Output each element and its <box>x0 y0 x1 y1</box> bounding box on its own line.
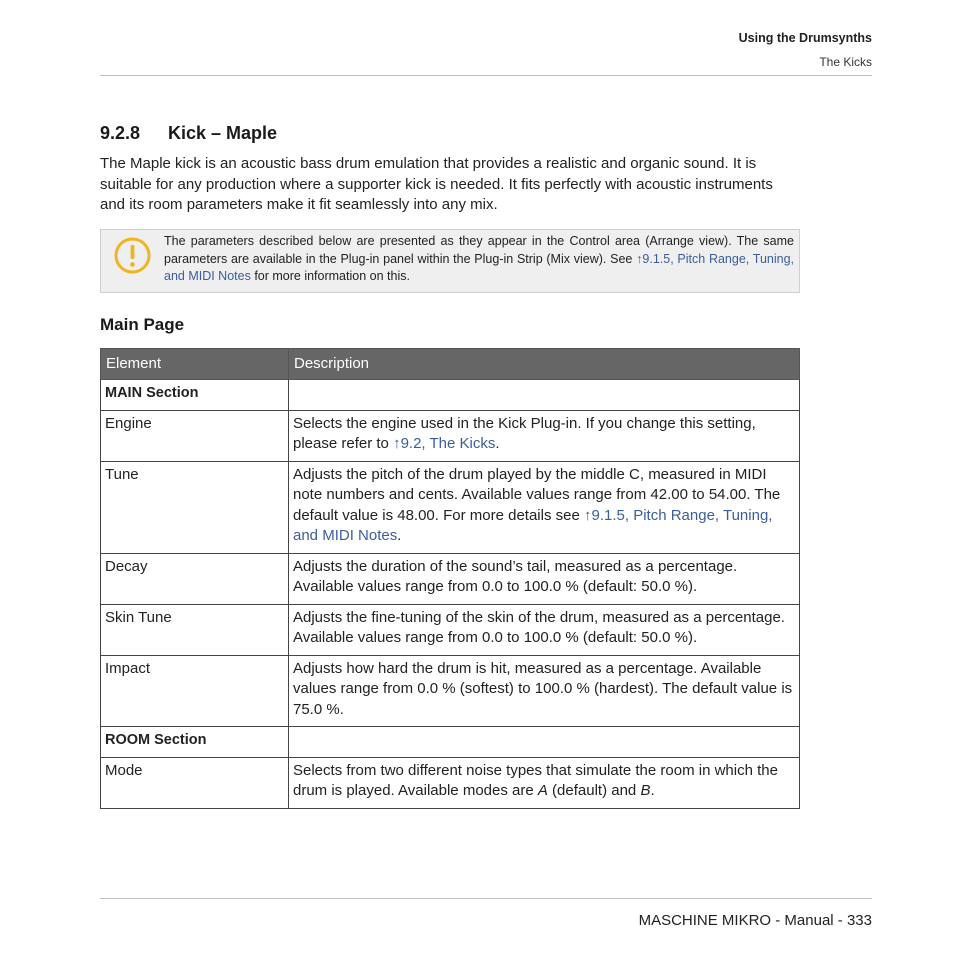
note-text-end: for more information on this. <box>250 269 410 283</box>
param-name-impact: Impact <box>101 655 289 727</box>
mode-a-label: A <box>537 782 548 799</box>
param-desc-mode <box>289 757 800 808</box>
header-divider <box>100 75 872 76</box>
table-row-impact <box>101 655 800 727</box>
empty-cell <box>289 380 800 411</box>
param-desc-decay: Adjusts the duration of the sound’s tail, measured as a percentage. Available values range from 0.0 to 100.0 % (default: 50.0 %). <box>289 553 800 604</box>
column-header-description: Description <box>289 349 800 380</box>
table-row-skin-tune <box>101 604 800 655</box>
mode-b-label: B <box>640 782 651 799</box>
table-row-main-section <box>101 380 800 411</box>
param-name-mode: Mode <box>101 757 289 808</box>
table-row-decay <box>101 553 800 604</box>
note-text <box>164 233 794 286</box>
engine-cross-reference-link[interactable]: ↑9.2, The Kicks <box>393 435 496 452</box>
parameter-table <box>100 348 800 809</box>
param-desc-impact: Adjusts how hard the drum is hit, measured as a percentage. Available values range from 0.0 % (softest) to 100.0 % (hardest). The default value is 75.0 %. <box>289 655 800 727</box>
param-desc-text: Selects from two different noise types that simulate the room in which the drum is played. Available modes are <box>293 761 778 799</box>
param-desc-text: Adjusts the pitch of the drum played by the middle C, measured in MIDI note numbers and cents. Available values range from 42.00 to 54.00. The default value is 48.00. For more details see <box>293 465 781 524</box>
param-desc-skin-tune: Adjusts the fine-tuning of the skin of the drum, measured as a percentage. Available values range from 0.0 to 100.0 % (default: 50.0 %). <box>289 604 800 655</box>
param-name-engine: Engine <box>101 410 289 461</box>
section-title: Kick – Maple <box>168 123 278 143</box>
param-desc-text-end: . <box>495 435 500 452</box>
param-name-decay: Decay <box>101 553 289 604</box>
footer-divider <box>100 898 872 899</box>
param-desc-text-end: . <box>650 782 655 799</box>
note-text-start: The parameters described below are presented as they appear in the Control area (Arrange view). The same parameters are available in the Plug-in panel within the Plug-in Strip (Mix view). See <box>164 234 794 266</box>
table-row-mode <box>101 757 800 808</box>
param-name-skin-tune: Skin Tune <box>101 604 289 655</box>
running-header-chapter: Using the Drumsynths <box>738 31 872 45</box>
param-desc-text-end: . <box>397 527 402 544</box>
param-name-tune: Tune <box>101 461 289 553</box>
column-header-element: Element <box>101 349 289 380</box>
empty-cell <box>289 727 800 758</box>
tune-cross-reference-link[interactable]: ↑9.1.5, Pitch Range, Tuning, and MIDI Notes <box>293 506 773 544</box>
param-desc-tune <box>289 461 800 553</box>
intro-paragraph: The Maple kick is an acoustic bass drum emulation that provides a realistic and organic sound. It is suitable for any production where a supporter kick is needed. It fits perfectly with acoustic instruments and its room parameters make it fit seamlessly into any mix. <box>100 155 773 213</box>
note-cross-reference-link[interactable]: ↑9.1.5, Pitch Range, Tuning, and MIDI Notes <box>164 251 795 283</box>
param-desc-text-middle: (default) and <box>547 782 641 799</box>
note-box <box>100 229 800 293</box>
page-footer: MASCHINE MIKRO - Manual - 333 <box>638 912 872 929</box>
exclamation-circle-icon <box>114 237 151 279</box>
running-header-section: The Kicks <box>819 55 872 69</box>
main-page-heading: Main Page <box>100 315 185 334</box>
param-desc-engine <box>289 410 800 461</box>
param-desc-text: Selects the engine used in the Kick Plug-in. If you change this setting, please refer to <box>293 414 756 452</box>
section-number: 9.2.8 <box>100 123 141 143</box>
table-header-row <box>101 349 800 380</box>
room-section-label: ROOM Section <box>101 727 289 758</box>
main-section-label: MAIN Section <box>101 380 289 411</box>
table-row-room-section <box>101 727 800 758</box>
table-row-engine <box>101 410 800 461</box>
table-row-tune <box>101 461 800 553</box>
section-heading <box>100 123 277 144</box>
